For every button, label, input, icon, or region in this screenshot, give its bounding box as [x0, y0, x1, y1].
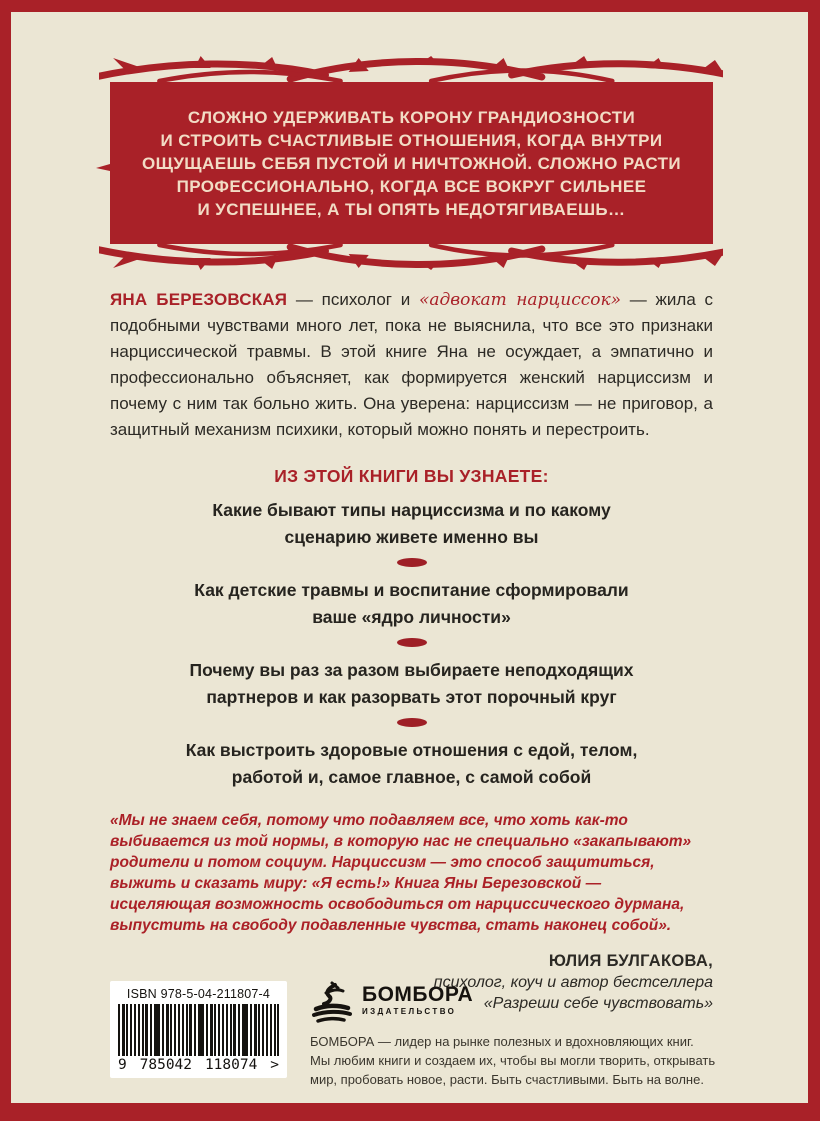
book-back-cover	[11, 12, 808, 1103]
learn-item-line: Почему вы раз за разом выбираете неподходящих	[189, 660, 634, 680]
headline-line: ОЩУЩАЕШЬ СЕБЯ ПУСТОЙ И НИЧТОЖНОЙ. СЛОЖНО РАСТИ	[141, 154, 681, 173]
barcode-digit-group: 785042	[139, 1057, 193, 1073]
review-quote-line: «Мы не знаем себя, потому что подавляем все, что хоть как-то	[110, 812, 628, 829]
publisher-blurb	[310, 1032, 728, 1089]
publisher-block	[310, 981, 728, 1089]
barcode-digits	[118, 1057, 279, 1074]
reviewer-role: психолог, коуч и автор бестселлера	[433, 974, 713, 991]
publisher-blurb-line: мир, пробовать новое, расти. Быть счастливыми. Быть на волне.	[310, 1072, 704, 1087]
about-paragraph	[110, 287, 713, 443]
about-lead-in: — психолог и	[287, 290, 419, 309]
publisher-blurb-line: БОМБОРА — лидер на рынке полезных и вдохновляющих книг.	[310, 1034, 694, 1049]
learn-item-line: сценарию живете именно вы	[284, 527, 539, 547]
learn-item	[110, 657, 713, 711]
content-column	[110, 12, 713, 1014]
banner-section	[110, 12, 713, 271]
review-quote	[110, 810, 713, 936]
barcode-digit-group: >	[270, 1057, 279, 1073]
review-quote-line: исцеляющая возможность освободиться от нарциссического дурмана,	[110, 896, 685, 913]
learn-item-line: работой и, самое главное, с самой собой	[231, 767, 592, 787]
barcode-digit-group: 9	[118, 1057, 127, 1073]
publisher-logo-row	[310, 981, 728, 1023]
reviewer-book-title: «Разреши себе чувствовать»	[483, 995, 713, 1012]
isbn-label: ISBN 978-5-04-211807-4	[126, 987, 271, 1001]
thorn-branch-top-icon	[99, 55, 723, 82]
headline-line: ПРОФЕССИОНАЛЬНО, КОГДА ВСЕ ВОКРУГ СИЛЬНЕЕ	[176, 177, 647, 196]
learn-item	[110, 497, 713, 551]
lens-separator-icon	[397, 558, 427, 567]
lens-separator-icon	[397, 638, 427, 647]
learn-item-line: Как детские травмы и воспитание сформировали	[194, 580, 629, 600]
review-quote-line: выбивается из той нормы, в которую нас не специально «закапывают»	[110, 833, 692, 850]
learn-item	[110, 737, 713, 791]
publisher-name: БОМБОРА	[362, 983, 474, 1006]
footer	[110, 981, 728, 1089]
author-name: ЯНА БЕРЕЗОВСКАЯ	[110, 290, 288, 309]
review-quote-line: родители и потом социум. Нарциссизм — это способ защититься,	[110, 854, 655, 871]
learn-item-line: Как выстроить здоровые отношения с едой, телом,	[185, 740, 638, 760]
barcode	[110, 981, 287, 1078]
publisher-subtitle: ИЗДАТЕЛЬСТВО	[362, 1007, 457, 1016]
reviewer-name: ЮЛИЯ БУЛГАКОВА,	[548, 952, 713, 970]
headline-line: И СТРОИТЬ СЧАСТЛИВЫЕ ОТНОШЕНИЯ, КОГДА ВНУТРИ	[160, 131, 663, 150]
barcode-digit-group: 118074	[204, 1057, 258, 1073]
review-quote-line: выжить и сказать миру: «Я есть!» Книга Яны Березовской —	[110, 875, 602, 892]
headline-quote-box	[110, 82, 713, 244]
barcode-bars	[118, 1004, 279, 1056]
headline-line: СЛОЖНО УДЕРЖИВАТЬ КОРОНУ ГРАНДИОЗНОСТИ	[187, 108, 636, 127]
learn-item-line: ваше «ядро личности»	[312, 607, 511, 627]
learn-item	[110, 577, 713, 631]
publisher-wordmark	[362, 981, 473, 1017]
bombora-logo-icon	[310, 981, 354, 1023]
review-quote-line: выпустить на свободу подавленные чувства, стать наконец собой».	[110, 917, 672, 934]
headline-line: И УСПЕШНЕЕ, А ТЫ ОПЯТЬ НЕДОТЯГИВАЕШЬ…	[197, 200, 626, 219]
author-epithet: «адвокат нарциссок»	[418, 290, 622, 310]
thorn-branch-bottom-icon	[99, 244, 723, 271]
learn-item-line: Какие бывают типы нарциссизма и по какому	[212, 500, 611, 520]
about-body-text: — жила с подобными чувствами много лет, пока не выяснила, что все это признаки нарциссической травмы. В этой книге Яна не осуждает, а эмпатично и профессионально объясняет, как формируется женский нарциссизм и почему с ним так больно жить. Она уверена: нарциссизм — не приговор, а защитный механизм психики, который можно понять и перестроить.	[110, 290, 714, 439]
learn-item-line: партнеров и как разорвать этот порочный круг	[206, 687, 617, 707]
lens-separator-icon	[397, 718, 427, 727]
publisher-blurb-line: Мы любим книги и создаем их, чтобы вы могли творить, открывать	[310, 1053, 716, 1068]
learn-heading: ИЗ ЭТОЙ КНИГИ ВЫ УЗНАЕТЕ:	[274, 466, 549, 486]
